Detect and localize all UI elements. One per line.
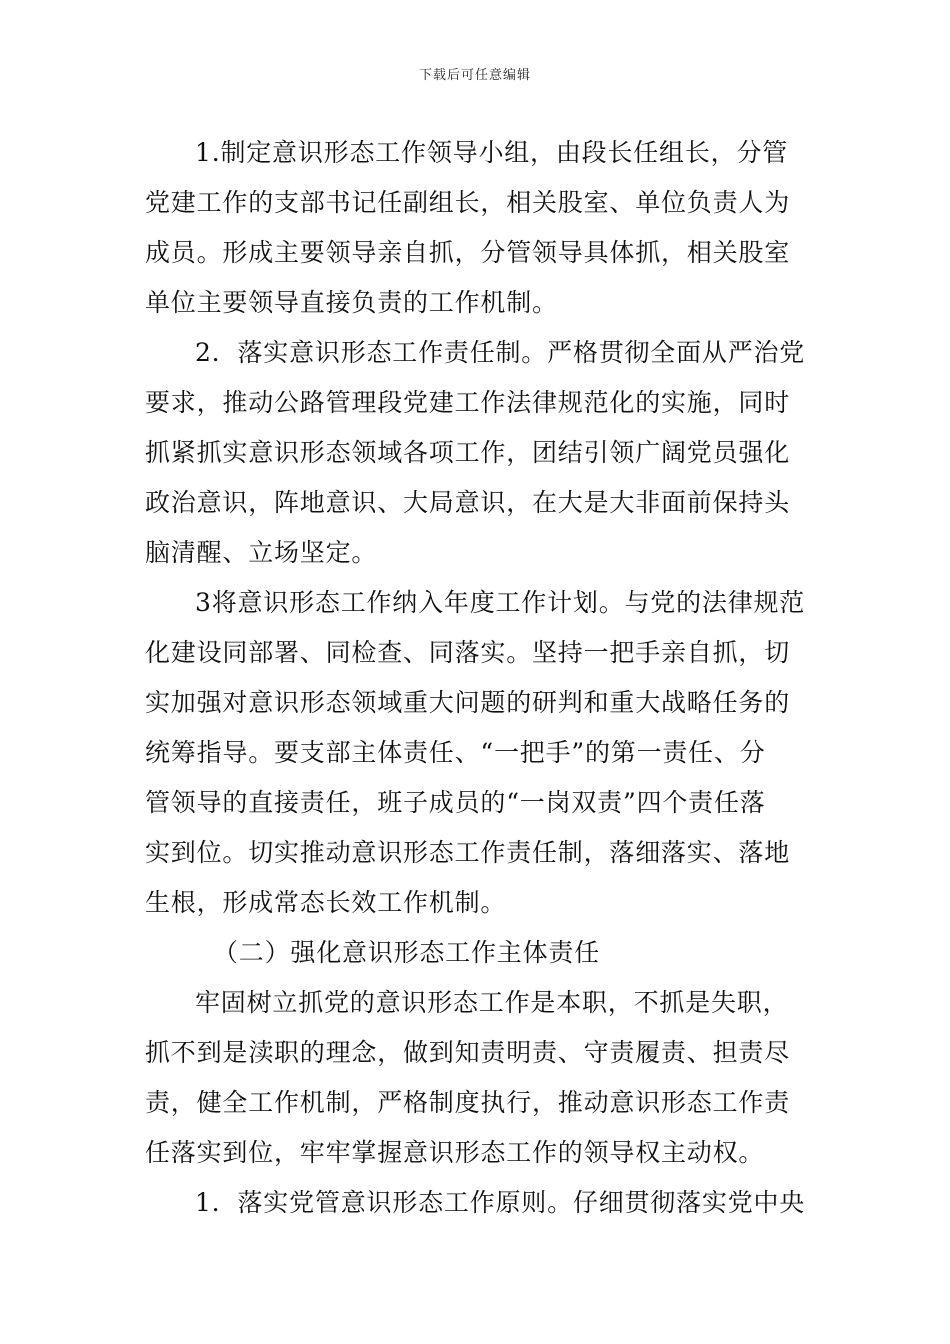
text-line: 2．落实意识形态工作责任制。严格贯彻全面从严治党 bbox=[195, 338, 806, 367]
text-line: 任落实到位，牢牢掌握意识形态工作的领导权主动权。 bbox=[145, 1138, 765, 1167]
text-line: 3将意识形态工作纳入年度工作计划。与党的法律规范 bbox=[195, 588, 806, 617]
section-heading-text: （二）强化意识形态工作主体责任 bbox=[213, 938, 601, 967]
text-line: 要求，推动公路管理段党建工作法律规范化的实施，同时 bbox=[145, 388, 791, 417]
text-line: 实到位。切实推动意识形态工作责任制，落细落实、落地 bbox=[145, 838, 791, 867]
text-line: 政治意识，阵地意识、大局意识，在大是大非面前保持头 bbox=[145, 488, 791, 517]
document-body bbox=[145, 128, 813, 1228]
section-heading bbox=[145, 928, 813, 978]
text-line: 单位主要领导直接负责的工作机制。 bbox=[145, 288, 558, 317]
text-line: 1.制定意识形态工作领导小组，由段长任组长，分管 bbox=[195, 138, 789, 167]
paragraph-5 bbox=[145, 1178, 813, 1228]
text-line: 统筹指导。要支部主体责任、“一把手”的第一责任、分 bbox=[145, 738, 766, 767]
paragraph-3 bbox=[145, 578, 813, 928]
text-line: 1．落实党管意识形态工作原则。仔细贯彻落实党中央 bbox=[195, 1188, 806, 1217]
text-line: 成员。形成主要领导亲自抓，分管领导具体抓，相关股室 bbox=[145, 238, 791, 267]
text-line: 化建设同部署、同检查、同落实。坚持一把手亲自抓，切 bbox=[145, 638, 791, 667]
text-line: 管领导的直接责任，班子成员的“一岗双责”四个责任落 bbox=[145, 788, 766, 817]
text-line: 责，健全工作机制，严格制度执行，推动意识形态工作责 bbox=[145, 1088, 791, 1117]
text-line: 抓紧抓实意识形态领域各项工作，团结引领广阔党员强化 bbox=[145, 438, 791, 467]
text-line: 党建工作的支部书记任副组长，相关股室、单位负责人为 bbox=[145, 188, 791, 217]
paragraph-1 bbox=[145, 128, 813, 328]
text-line: 脑清醒、立场坚定。 bbox=[145, 538, 378, 567]
paragraph-4 bbox=[145, 978, 813, 1178]
paragraph-2 bbox=[145, 328, 813, 578]
text-line: 生根，形成常态长效工作机制。 bbox=[145, 888, 507, 917]
text-line: 实加强对意识形态领域重大问题的研判和重大战略任务的 bbox=[145, 688, 791, 717]
text-line: 抓不到是渎职的理念，做到知责明责、守责履责、担责尽 bbox=[145, 1038, 791, 1067]
text-line: 牢固树立抓党的意识形态工作是本职，不抓是失职， bbox=[195, 988, 789, 1017]
page-header-caption: 下载后可任意编辑 bbox=[418, 68, 531, 83]
